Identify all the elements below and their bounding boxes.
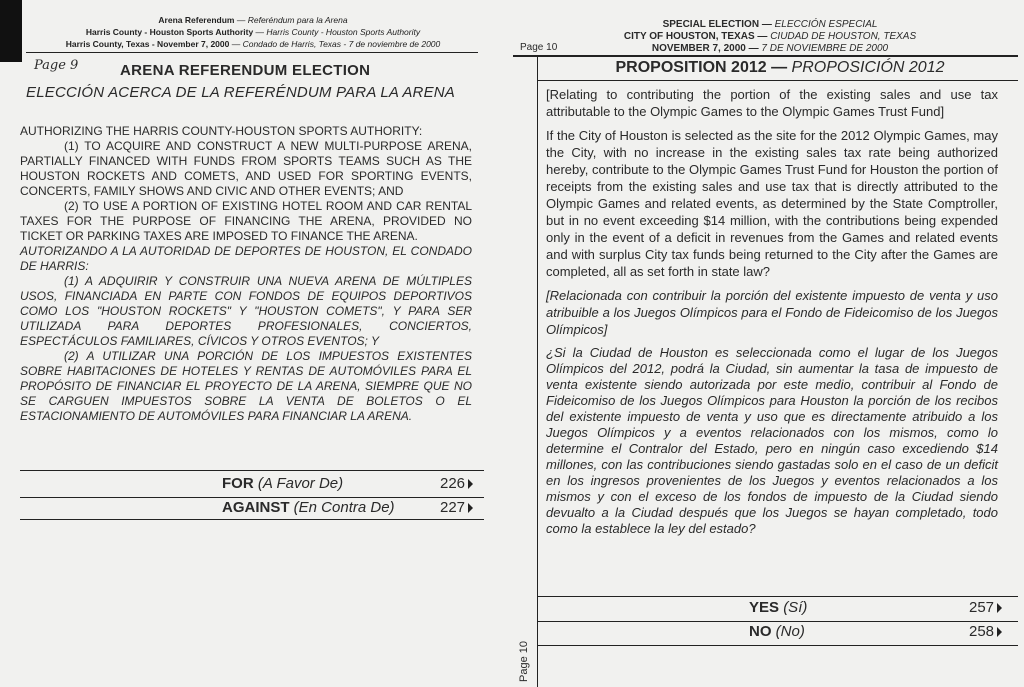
left-header-line2: Harris County - Houston Sports Authority — [85, 27, 254, 37]
left-choices-rule-bottom — [20, 519, 484, 520]
left-body — [20, 124, 472, 424]
choice-for-label: FOR — [222, 475, 254, 492]
spanish-item1: (1) A ADQUIRIR Y CONSTRUIR UNA NUEVA ARENA DE MÚLTIPLES USOS, FINANCIADA EN PARTE CON FONDOS DE EQUIPOS DEPORTIVOS COMO LOS "HOUSTON ROCKETS" Y "HOUSTON COMETS", Y PARA SER UTILIZADA PARA DEPORTES PROFESIONALES, CONCIERTOS, ESPECTÁCULOS FAMILIARES, CÍVICOS Y OTROS EVENTOS; Y — [20, 274, 472, 348]
left-subtitle: ELECCIÓN ACERCA DE LA REFERÉNDUM PARA LA ARENA — [26, 84, 456, 101]
spanish-intro: AUTORIZANDO A LA AUTORIDAD DE DEPORTES DE HOUSTON, EL CONDADO DE HARRIS: — [20, 244, 472, 273]
handwritten-page-note: Page 9 — [34, 58, 79, 73]
left-header: Arena Referendum — Referéndum para la Arena Harris County - Houston Sports Authority — Harris County - Houston Sports Authority Harris County, Texas - November 7, 2000 — Condado de Harris, Texas - 7 de noviembre de 2000 — [65, 15, 441, 49]
english-item2: (2) TO USE A PORTION OF EXISTING HOTEL ROOM AND CAR RENTAL TAXES FOR THE PURPOSE OF FINANCING THE ARENA, PROVIDED NO TICKET OR PARKING TAXES ARE IMPOSED TO FINANCE THE ARENA. — [20, 199, 472, 243]
left-header-line3: Harris County, Texas - November 7, 2000 — [65, 39, 230, 49]
left-header-line1-es: Referéndum para la Arena — [247, 15, 348, 25]
choice-no-number: 258 — [969, 623, 995, 640]
spanish-caption: [Relacionada con contribuir la porción del existente impuesto de venta y uso atribuible a los Juegos Olímpicos para el Fondo de Fideicomiso de los Juegos Olímpicos] — [546, 288, 998, 337]
english-item1: (1) TO ACQUIRE AND CONSTRUCT A NEW MULTI-PURPOSE ARENA, PARTIALLY FINANCED WITH FUNDS FROM SPORTS TEAMS SUCH AS THE HOUSTON ROCKETS AND COMETS, AND USED FOR SPORTING EVENTS, CONCERTS, FAMILY SHOWS AND CIVIC AND OTHER EVENTS; AND — [20, 139, 472, 198]
choice-yes-number: 257 — [969, 599, 995, 616]
choice-against-label-es: (En Contra De) — [293, 499, 395, 516]
choice-for-label-es: (A Favor De) — [257, 475, 344, 492]
right-title-en: PROPOSITION 2012 — [615, 59, 767, 76]
left-choices-rule-top — [20, 470, 484, 471]
vote-arrow-icon — [997, 627, 1002, 637]
vertical-page-label: Page 10 — [518, 641, 530, 682]
right-header-line2: CITY OF HOUSTON, TEXAS — [623, 31, 755, 42]
choice-against[interactable] — [20, 498, 484, 520]
choice-yes[interactable] — [537, 598, 1018, 620]
left-title: ARENA REFERENDUM ELECTION — [120, 62, 371, 79]
choice-yes-label-es: (Sí) — [783, 599, 808, 616]
right-title: PROPOSITION 2012 — PROPOSICIÓN 2012 — [615, 59, 945, 76]
right-header-line2-es: CIUDAD DE HOUSTON, TEXAS — [770, 31, 917, 42]
choice-no-label: NO — [749, 623, 772, 640]
english-question: If the City of Houston is selected as the site for the 2012 Olympic Games, may the City, with no increase in the existing sales tax rate being authorized hereby, contribute to the Olympic Games Trust Fund for Houston the portion of receipts from the existing sales and use tax that is directly attributed to the Olympic Games and related events, as determined by the State Comptroller, but in no event exceeding $14 million, with the contributions being expended only in the event of a deficit in revenues from the Games and related events and with surplus City tax funds being returned to the City after the Games are completed, all as set forth in state law? — [546, 128, 998, 279]
right-left-border — [537, 57, 538, 687]
choice-no-label-es: (No) — [775, 623, 805, 640]
right-header-rule — [513, 55, 1018, 57]
choice-yes-label: YES — [749, 599, 780, 616]
right-header-line1-es: ELECCIÓN ESPECIAL — [774, 19, 878, 30]
choice-for-number: 226 — [440, 475, 466, 492]
choice-no[interactable] — [537, 622, 1018, 644]
scan-edge-bar — [0, 0, 22, 62]
english-caption: [Relating to contributing the portion of the existing sales and use tax attributable to the Olympic Games to the Olympic Games Trust Fund] — [546, 87, 998, 119]
right-body — [546, 86, 998, 544]
right-title-rule — [537, 80, 1018, 81]
choice-against-number: 227 — [440, 499, 466, 516]
right-page-label: Page 10 — [520, 42, 558, 53]
english-intro: AUTHORIZING THE HARRIS COUNTY-HOUSTON SPORTS AUTHORITY: — [20, 124, 423, 138]
right-header-line1: SPECIAL ELECTION — [662, 19, 760, 30]
left-header-rule — [26, 52, 478, 53]
right-header: SPECIAL ELECTION — ELECCIÓN ESPECIAL CITY OF HOUSTON, TEXAS — CIUDAD DE HOUSTON, TEXAS NOVEMBER 7, 2000 — 7 DE NOVIEMBRE DE 2000 — [623, 19, 917, 54]
choice-for[interactable] — [20, 474, 484, 496]
right-header-line3-es: 7 DE NOVIEMBRE DE 2000 — [761, 43, 889, 54]
left-header-line1: Arena Referendum — [158, 15, 235, 25]
right-choices-rule-bottom — [537, 645, 1018, 646]
right-choices-rule-top — [537, 596, 1018, 597]
left-header-line2-es: Harris County - Houston Sports Authority — [266, 27, 421, 37]
vote-arrow-icon — [468, 479, 473, 489]
vote-arrow-icon — [468, 503, 473, 513]
spanish-question: ¿Si la Ciudad de Houston es seleccionada como el lugar de los Juegos Olímpicos del 2012, podrá la Ciudad, sin aumentar la tasa de impuesto de venta existente siendo autorizada por este medio, contribuir al Fondo de Fideicomiso de los Juegos Olímpicos para Houston la porción de los recibos del existente impuesto de venta y uso que es directamente atribuido a los Juegos Olímpicos y a eventos relacionados con los mismos, como lo determine el Contralor del Estado, pero en ningún caso excediendo $14 millones, con las contribuciones siendo gastadas solo en el caso de un deficit en los ingresos provenientes de los Juegos y eventos relacionados a los mismos y con el exceso de los fondos de impuesto de la Ciudad siendo devualto a la Ciudad después que los Juegos se hayan completado, todo como la establece la ley del estado? — [546, 345, 998, 536]
right-header-line3: NOVEMBER 7, 2000 — [651, 43, 746, 54]
right-title-es: PROPOSICIÓN 2012 — [791, 59, 945, 76]
choice-against-label: AGAINST — [222, 499, 290, 516]
spanish-item2: (2) A UTILIZAR UNA PORCIÓN DE LOS IMPUESTOS EXISTENTES SOBRE HABITACIONES DE HOTELES Y RENTAS DE AUTOMÓVILES PARA EL PROPÓSITO DE FINANCIAR EL PROYECTO DE LA ARENA, SIEMPRE QUE NO SE CARGUEN IMPUESTOS SOBRE LA VENTA DE BOLETOS O EL ESTACIONAMIENTO DE AUTOMÓVILES PARA FINANCIAR LA ARENA. — [20, 349, 472, 423]
vote-arrow-icon — [997, 603, 1002, 613]
left-header-line3-es: Condado de Harris, Texas - 7 de noviembre de 2000 — [242, 39, 441, 49]
